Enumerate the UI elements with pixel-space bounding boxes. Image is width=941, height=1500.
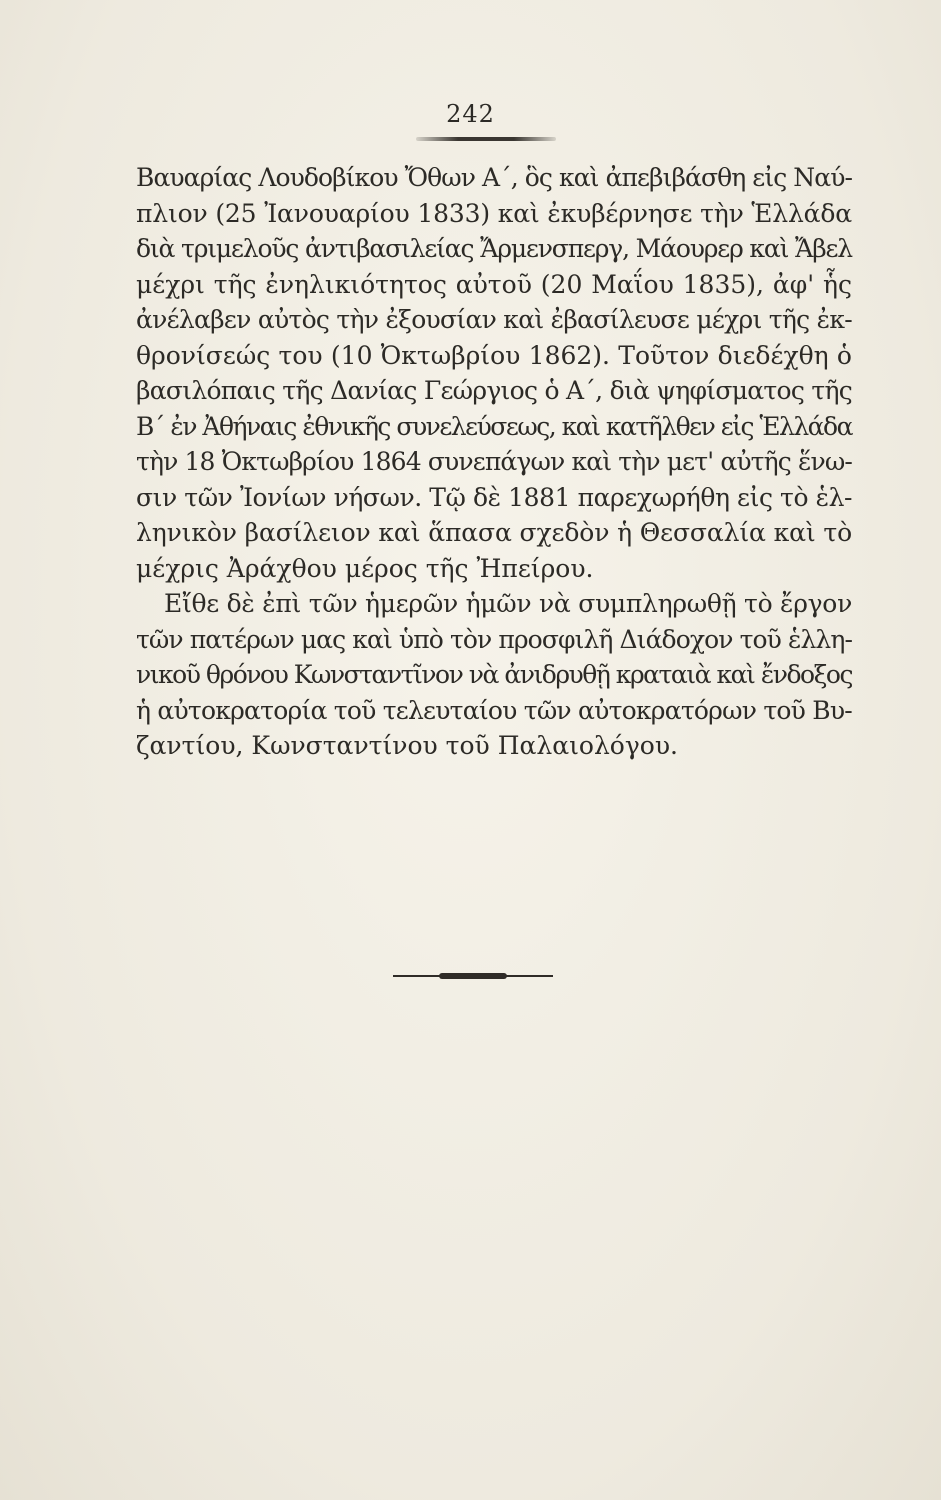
text-line: Εἴθε δὲ ἐπὶ τῶν ἡμερῶν ἡμῶν νὰ συμπληρωθῇ τὸ ἔργον (164, 589, 853, 618)
text-line: μέχρι τῆς ἐνηλικιότητος αὐτοῦ (20 Μαΐου 1835), ἀφ' ἧς (136, 269, 852, 299)
paragraph-1 (136, 160, 852, 586)
text-line: ἡ αὐτοκρατορία τοῦ τελευταίου τῶν αὐτοκρατόρων τοῦ Βυ- (136, 695, 852, 725)
end-ornament (393, 972, 553, 980)
text-line: ἀνέλαβεν αὐτὸς τὴν ἐξουσίαν καὶ ἐβασίλευσε μέχρι τῆς ἐκ- (136, 305, 852, 334)
text-line: σιν τῶν Ἰονίων νήσων. Τῷ δὲ 1881 παρεχωρήθη εἰς τὸ ἑλ- (136, 482, 853, 512)
text-line: νικοῦ θρόνου Κωνσταντῖνον νὰ ἀνιδρυθῇ κραταιὰ καὶ ἔνδοξος (136, 660, 852, 689)
ornament-swell (439, 973, 507, 979)
text-line: μέχρις Ἀράχθου μέρος τῆς Ἠπείρου. (136, 553, 594, 583)
text-line: τῶν πατέρων μας καὶ ὑπὸ τὸν προσφιλῆ Διάδοχον τοῦ ἑλλη- (136, 624, 852, 654)
body-text (136, 160, 852, 764)
text-line: ζαντίου, Κωνσταντίνου τοῦ Παλαιολόγου. (136, 731, 678, 760)
text-line: βασιλόπαις τῆς Δανίας Γεώργιος ὁ Α΄, διὰ ψηφίσματος τῆς (136, 376, 853, 405)
header-rule (416, 137, 556, 141)
text-line: πλιον (25 Ἰανουαρίου 1833) καὶ ἐκυβέρνησε τὴν Ἑλλάδα (136, 198, 852, 228)
text-line: θρονίσεώς του (10 Ὀκτωβρίου 1862). Τοῦτον διεδέχθη ὁ (136, 340, 852, 370)
text-line: τὴν 18 Ὀκτωβρίου 1864 συνεπάγων καὶ τὴν μετ' αὐτῆς ἕνω- (136, 447, 853, 476)
text-line: Βαυαρίας Λουδοβίκου Ὄθων Α΄, ὃς καὶ ἀπεβιβάσθη εἰς Ναύ- (136, 163, 852, 192)
text-line: ληνικὸν βασίλειον καὶ ἅπασα σχεδὸν ἡ Θεσσαλία καὶ τὸ (136, 518, 853, 547)
text-line: διὰ τριμελοῦς ἀντιβασιλείας Ἄρμενσπεργ, Μάουρερ καὶ Ἄβελ (136, 234, 852, 263)
paragraph-2 (136, 586, 852, 764)
page-number: 242 (446, 100, 495, 128)
text-line: Β΄ ἐν Ἀθήναις ἐθνικῆς συνελεύσεως, καὶ κατῆλθεν εἰς Ἑλλάδα (136, 411, 852, 441)
